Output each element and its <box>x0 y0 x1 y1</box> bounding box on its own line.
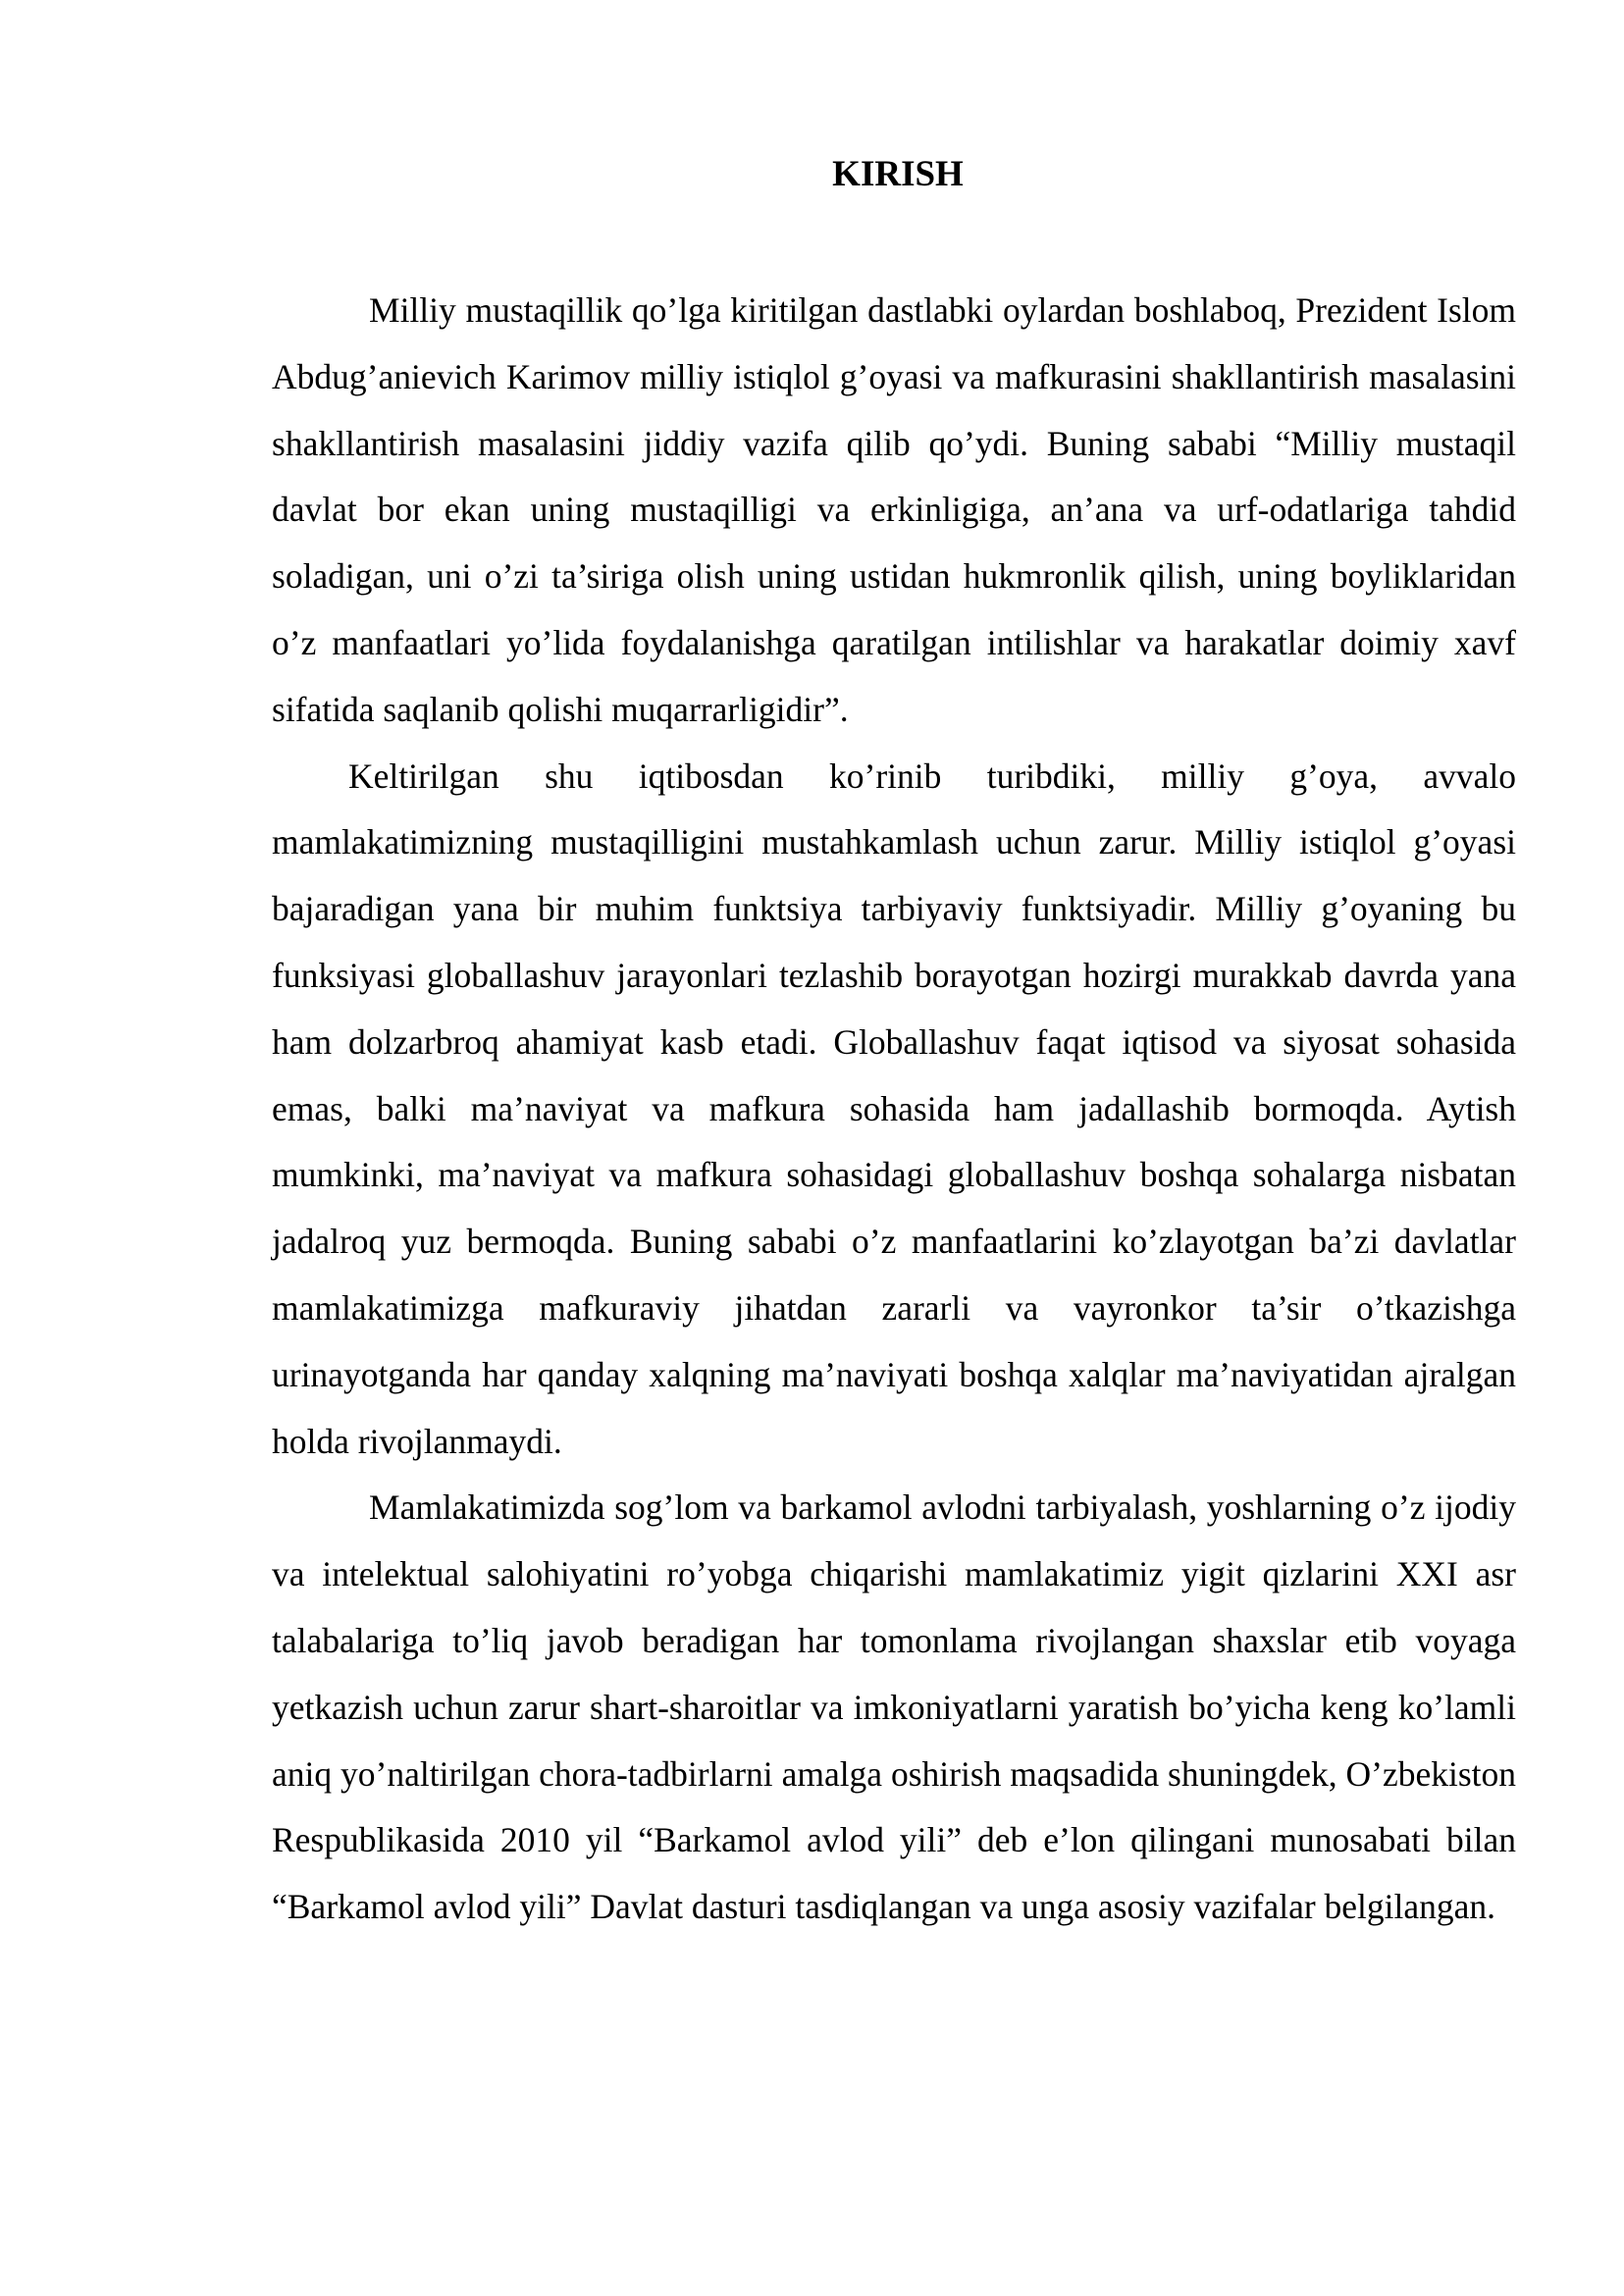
page-heading: KIRISH <box>832 154 964 194</box>
paragraph-3: Mamlakatimizda sog’lom va barkamol avlodni tarbiyalash, yoshlarning o’z ijodiy va intelektual salohiyatini ro’yobga chiqarishi mamlakatimiz yigit qizlarini XXI asr talabalariga to’liq javob beradigan har tomonlama rivojlangan shaxslar etib voyaga yetkazish uchun zarur shart-sharoitlar va imkoniyatlarni yaratish bo’yicha keng ko’lamli aniq yo’naltirilgan chora-tadbirlarni amalga oshirish maqsadida shuningdek, O’zbekiston Respublikasida 2010 yil “Barkamol avlod yili” deb e’lon qilingani munosabati bilan “Barkamol avlod yili” Davlat dasturi tasdiqlangan va unga asosiy vazifalar belgilangan. <box>272 1487 1516 1927</box>
document-body <box>272 278 1516 1941</box>
paragraph-2: Keltirilgan shu iqtibosdan ko’rinib turibdiki, milliy g’oya, avvalo mamlakatimizning mustaqilligini mustahkamlash uchun zarur. Milliy istiqlol g’oyasi bajaradigan yana bir muhim funktsiya tarbiyaviy funktsiyadir. Milliy g’oyaning bu funksiyasi globallashuv jarayonlari tezlashib borayotgan hozirgi murakkab davrda yana ham dolzarbroq ahamiyat kasb etadi. Globallashuv faqat iqtisod va siyosat sohasida emas, balki ma’naviyat va mafkura sohasida ham jadallashib bormoqda. Aytish mumkinki, ma’naviyat va mafkura sohasidagi globallashuv boshqa sohalarga nisbatan jadalroq yuz bermoqda. Buning sababi o’z manfaatlarini ko’zlayotgan ba’zi davlatlar mamlakatimizga mafkuraviy jihatdan zararli va vayronkor ta’sir o’tkazishga urinayotganda har qanday xalqning ma’naviyati boshqa xalqlar ma’naviyatidan ajralgan holda rivojlanmaydi. <box>272 756 1516 1461</box>
paragraph-1: Milliy mustaqillik qo’lga kiritilgan dastlabki oylardan boshlaboq, Prezident Islom Abdug’anievich Karimov milliy istiqlol g’oyasi va mafkurasini shakllantirish masalasini shakllantirish masalasini jiddiy vazifa qilib qo’ydi. Buning sababi “Milliy mustaqil davlat bor ekan uning mustaqilligi va erkinligiga, an’ana va urf-odatlariga tahdid soladigan, uni o’zi ta’siriga olish uning ustidan hukmronlik qilish, uning boyliklaridan o’z manfaatlari yo’lida foydalanishga qaratilgan intilishlar va harakatlar doimiy xavf sifatida saqlanib qolishi muqarrarligidir”. <box>272 290 1516 729</box>
